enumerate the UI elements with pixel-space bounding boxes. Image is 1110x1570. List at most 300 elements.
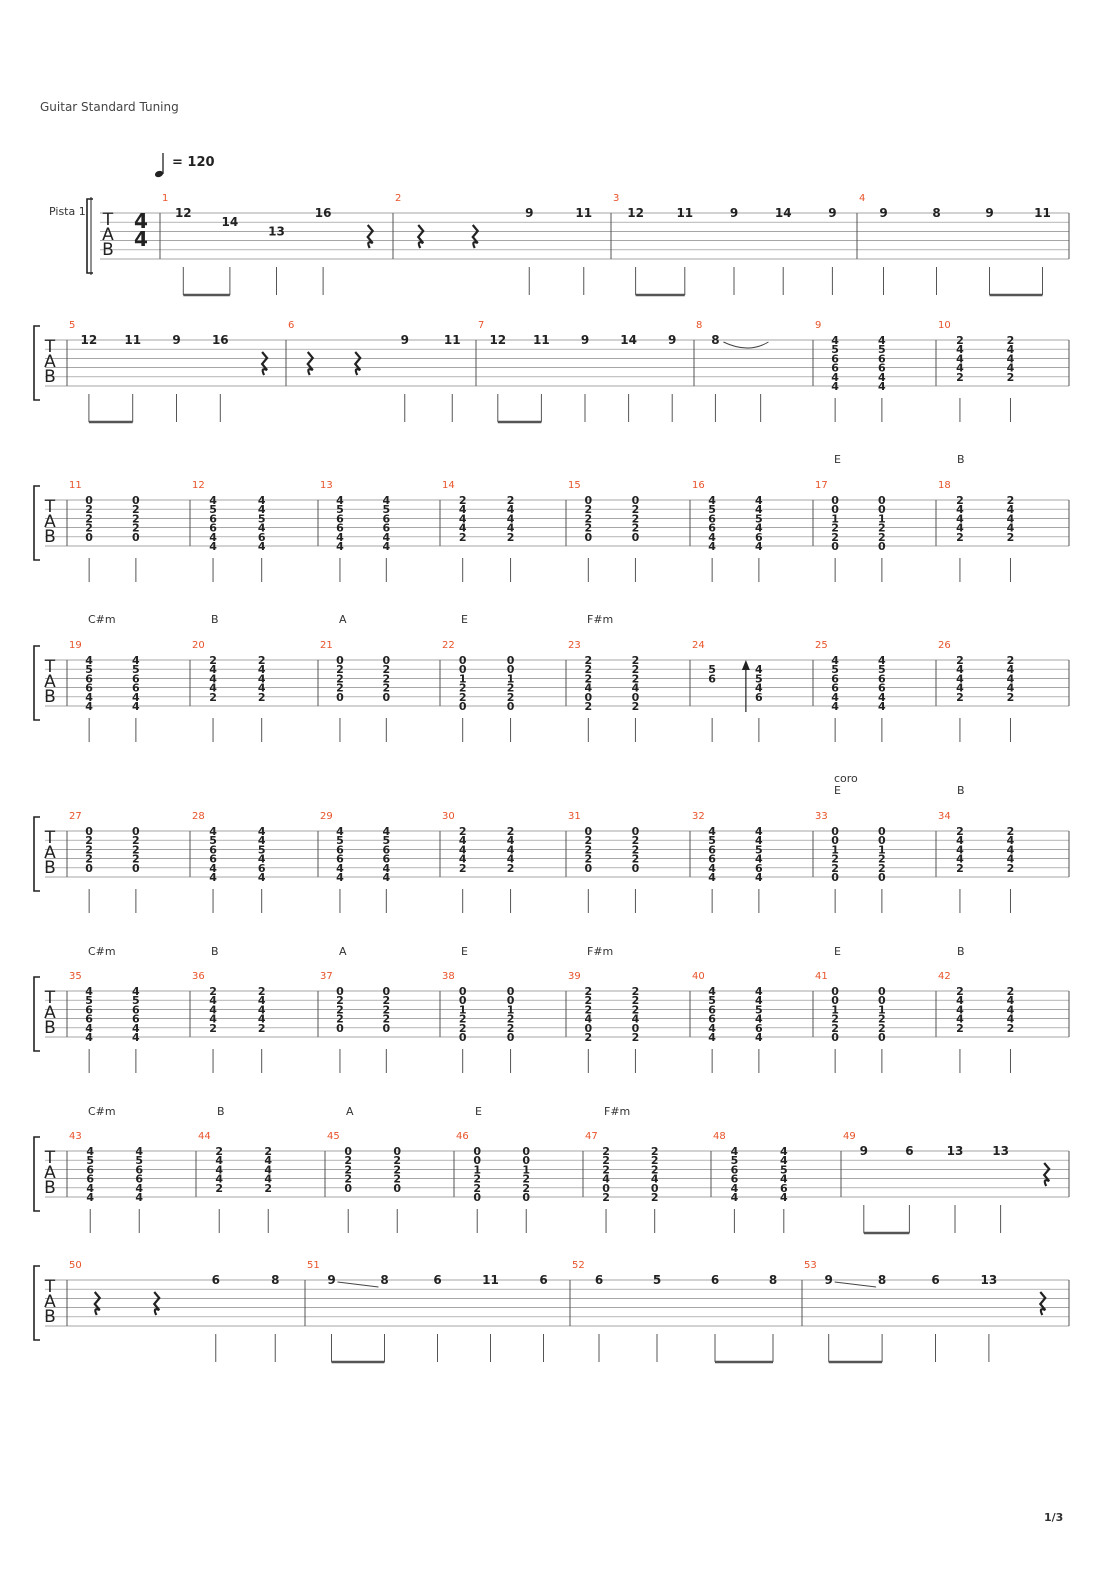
fret-number: 0 xyxy=(393,1181,402,1195)
tab-clef-letter: A xyxy=(44,512,56,532)
fret-number: 2 xyxy=(458,1021,467,1035)
fret-number: 4 xyxy=(264,1163,273,1177)
fret-number: 4 xyxy=(264,1172,273,1186)
fret-number: 4 xyxy=(755,852,763,866)
tab-clef-letter: A xyxy=(44,352,56,372)
fret-number: 0 xyxy=(878,1031,886,1044)
fret-number: 9 xyxy=(172,333,181,347)
fret-number: 11 xyxy=(676,206,694,220)
fret-number: 0 xyxy=(506,1031,515,1044)
fret-number: 2 xyxy=(473,1181,482,1195)
chord-name: B xyxy=(211,945,219,958)
fret-number: 5 xyxy=(382,503,391,517)
fret-number: 6 xyxy=(382,852,391,866)
fret-number: 2 xyxy=(631,834,640,848)
fret-number: 4 xyxy=(257,1012,266,1026)
tab-clef-letter: A xyxy=(44,1163,56,1183)
fret-number: 5 xyxy=(779,1163,788,1177)
measure-number: 22 xyxy=(442,640,455,651)
fret-number: 4 xyxy=(755,540,763,553)
fret-number: 2 xyxy=(215,1181,224,1195)
fret-number: 6 xyxy=(211,1273,220,1287)
fret-number: 4 xyxy=(708,825,716,838)
fret-number: 11 xyxy=(575,206,593,220)
fret-number: 5 xyxy=(708,834,716,848)
measure-number: 10 xyxy=(938,320,951,331)
fret-number: 0 xyxy=(473,1191,482,1204)
measure-number: 14 xyxy=(442,480,455,491)
fret-number: 4 xyxy=(650,1172,659,1186)
fret-number: 2 xyxy=(257,690,266,704)
measure-number: 9 xyxy=(815,320,822,331)
fret-number: 4 xyxy=(132,985,140,998)
fret-number: 4 xyxy=(956,352,964,366)
fret-number: 2 xyxy=(85,512,93,526)
fret-number: 0 xyxy=(631,1021,640,1035)
fret-number: 5 xyxy=(878,663,886,677)
fret-number: 2 xyxy=(1006,370,1015,384)
fret-number: 4 xyxy=(257,663,266,677)
fret-number: 2 xyxy=(1006,861,1015,875)
measure-number: 52 xyxy=(572,1260,585,1271)
fret-number: 2 xyxy=(956,690,964,704)
fret-number: 2 xyxy=(264,1145,273,1158)
measure-number: 21 xyxy=(320,640,333,651)
fret-number: 8 xyxy=(711,333,720,347)
quarter-rest xyxy=(473,225,478,248)
fret-number: 2 xyxy=(878,1012,886,1026)
tab-clef-letter: B xyxy=(44,858,56,878)
fret-number: 2 xyxy=(1006,825,1015,838)
fret-number: 2 xyxy=(631,503,640,517)
measure-number: 3 xyxy=(613,193,620,204)
fret-number: 4 xyxy=(956,994,964,1008)
quarter-rest xyxy=(1044,1163,1049,1186)
fret-number: 1 xyxy=(831,1003,839,1017)
chord-name: A xyxy=(339,613,347,626)
fret-number: 4 xyxy=(85,1031,93,1044)
fret-number: 2 xyxy=(344,1154,353,1168)
fret-number: 4 xyxy=(956,521,964,535)
fret-number: 6 xyxy=(336,521,344,535)
fret-number: 4 xyxy=(86,1191,95,1204)
tempo-value: = 120 xyxy=(172,155,215,170)
measure-number: 1 xyxy=(162,193,169,204)
fret-number: 5 xyxy=(382,834,391,848)
fret-number: 5 xyxy=(708,503,716,517)
fret-number: 2 xyxy=(631,521,640,535)
fret-number: 4 xyxy=(1006,681,1015,695)
fret-number: 4 xyxy=(215,1154,224,1168)
fret-number: 2 xyxy=(831,1012,839,1026)
fret-number: 4 xyxy=(86,1181,95,1195)
quarter-rest xyxy=(262,352,267,375)
fret-number: 4 xyxy=(264,1154,273,1168)
fret-number: 13 xyxy=(268,224,285,239)
fret-number: 4 xyxy=(708,530,716,544)
fret-number: 0 xyxy=(458,1031,467,1044)
fret-number: 0 xyxy=(631,494,640,507)
quarter-rest xyxy=(368,225,373,248)
fret-number: 6 xyxy=(132,1012,140,1026)
chord-name: B xyxy=(957,784,965,797)
fret-number: 0 xyxy=(458,994,467,1008)
fret-number: 4 xyxy=(831,700,839,713)
measure-number: 15 xyxy=(568,480,581,491)
fret-number: 4 xyxy=(257,834,266,848)
tuning-label: Guitar Standard Tuning xyxy=(40,100,179,114)
fret-number: 0 xyxy=(602,1181,610,1195)
chord-name: B xyxy=(211,613,219,626)
fret-number: 6 xyxy=(336,512,344,526)
fret-number: 2 xyxy=(506,681,515,695)
chord-name: E xyxy=(834,945,841,958)
fret-number: 2 xyxy=(209,1021,217,1035)
fret-number: 4 xyxy=(831,334,839,347)
fret-number: 11 xyxy=(482,1273,499,1287)
fret-number: 2 xyxy=(602,1145,610,1158)
fret-number: 0 xyxy=(85,861,93,875)
tab-clef-letter: B xyxy=(44,1178,56,1198)
quarter-rest xyxy=(355,352,360,375)
measure-number: 23 xyxy=(568,640,581,651)
fret-number: 2 xyxy=(85,852,93,866)
fret-number: 4 xyxy=(132,654,140,667)
fret-number: 1 xyxy=(878,512,886,526)
fret-number: 4 xyxy=(1006,843,1015,857)
fret-number: 0 xyxy=(584,530,593,544)
fret-number: 6 xyxy=(382,521,391,535)
fret-number: 2 xyxy=(584,1003,593,1017)
fret-number: 4 xyxy=(708,871,716,884)
fret-number: 0 xyxy=(132,530,140,544)
fret-number: 5 xyxy=(209,834,217,848)
fret-number: 0 xyxy=(85,825,93,838)
tab-clef-letter: T xyxy=(44,497,56,517)
fret-number: 4 xyxy=(956,672,964,686)
fret-number: 2 xyxy=(522,1181,531,1195)
measure-number: 26 xyxy=(938,640,951,651)
fret-number: 4 xyxy=(755,681,763,695)
fret-number: 2 xyxy=(1006,334,1015,347)
measure-number: 40 xyxy=(692,971,705,982)
fret-number: 2 xyxy=(956,825,964,838)
fret-number: 4 xyxy=(506,843,515,857)
fret-number: 5 xyxy=(132,663,140,677)
fret-number: 0 xyxy=(458,654,467,667)
fret-number: 0 xyxy=(878,825,886,838)
fret-number: 0 xyxy=(584,861,593,875)
fret-number: 2 xyxy=(458,494,467,507)
system-bracket xyxy=(34,486,40,560)
fret-number: 8 xyxy=(380,1273,389,1287)
fret-number: 4 xyxy=(382,871,391,884)
fret-number: 5 xyxy=(730,1154,739,1168)
measure-number: 30 xyxy=(442,811,455,822)
time-signature: 4 xyxy=(134,227,148,251)
fret-number: 6 xyxy=(831,352,839,366)
tab-clef-letter: T xyxy=(44,828,56,848)
fret-number: 4 xyxy=(755,1012,763,1026)
fret-number: 4 xyxy=(506,503,515,517)
fret-number: 9 xyxy=(859,1144,868,1158)
fret-number: 2 xyxy=(132,843,140,857)
fret-number: 4 xyxy=(730,1145,739,1158)
fret-number: 0 xyxy=(506,663,515,677)
measure-number: 29 xyxy=(320,811,333,822)
fret-number: 2 xyxy=(956,530,964,544)
fret-number: 2 xyxy=(584,512,593,526)
fret-number: 4 xyxy=(257,672,266,686)
fret-number: 6 xyxy=(878,352,886,366)
fret-number: 5 xyxy=(336,503,344,517)
measure-number: 28 xyxy=(192,811,205,822)
fret-number: 2 xyxy=(602,1154,610,1168)
fret-number: 0 xyxy=(584,494,593,507)
fret-number: 0 xyxy=(522,1191,531,1204)
fret-number: 8 xyxy=(768,1273,778,1287)
fret-number: 2 xyxy=(458,530,467,544)
measure-number: 2 xyxy=(395,193,402,204)
fret-number: 4 xyxy=(584,1012,593,1026)
tab-clef-letter: T xyxy=(102,210,114,230)
fret-number: 2 xyxy=(209,654,217,667)
fret-number: 4 xyxy=(382,861,391,875)
chord-name: E xyxy=(834,453,841,466)
fret-number: 2 xyxy=(1006,494,1015,507)
fret-number: 0 xyxy=(336,985,344,998)
measure-number: 25 xyxy=(815,640,828,651)
fret-number: 6 xyxy=(85,681,93,695)
tab-clef-letter: A xyxy=(102,225,114,245)
fret-number: 2 xyxy=(382,1003,391,1017)
system-bracket xyxy=(34,1137,40,1211)
fret-number: 0 xyxy=(336,654,344,667)
measure-number: 24 xyxy=(692,640,705,651)
fret-number: 6 xyxy=(905,1144,914,1158)
fret-number: 5 xyxy=(132,994,140,1008)
fret-number: 5 xyxy=(652,1273,662,1287)
fret-number: 2 xyxy=(506,530,515,544)
fret-number: 12 xyxy=(489,333,507,347)
fret-number: 4 xyxy=(956,361,964,375)
tab-clef-letter: A xyxy=(44,1003,56,1023)
fret-number: 0 xyxy=(831,825,839,838)
fret-number: 6 xyxy=(336,843,344,857)
fret-number: 2 xyxy=(831,1021,839,1035)
measure-number: 43 xyxy=(69,1131,82,1142)
fret-number: 4 xyxy=(956,1003,964,1017)
quarter-rest xyxy=(154,1292,159,1315)
fret-number: 2 xyxy=(631,663,640,677)
fret-number: 4 xyxy=(209,1003,217,1017)
fret-number: 2 xyxy=(878,521,886,535)
fret-number: 8 xyxy=(271,1273,280,1287)
fret-number: 2 xyxy=(264,1181,273,1195)
fret-number: 4 xyxy=(336,540,344,553)
fret-number: 4 xyxy=(215,1163,224,1177)
fret-number: 9 xyxy=(327,1273,336,1287)
fret-number: 0 xyxy=(878,503,886,517)
fret-number: 4 xyxy=(755,503,763,517)
fret-number: 4 xyxy=(755,521,763,535)
fret-number: 4 xyxy=(257,852,266,866)
fret-number: 4 xyxy=(132,700,140,713)
fret-number: 2 xyxy=(631,985,640,998)
fret-number: 4 xyxy=(85,654,93,667)
measure-number: 36 xyxy=(192,971,205,982)
fret-number: 2 xyxy=(831,861,839,875)
fret-number: 2 xyxy=(336,1012,344,1026)
fret-number: 0 xyxy=(878,834,886,848)
fret-number: 0 xyxy=(132,494,140,507)
fret-number: 4 xyxy=(506,512,515,526)
fret-number: 2 xyxy=(506,861,515,875)
tab-clef-letter: T xyxy=(44,988,56,1008)
fret-number: 4 xyxy=(708,861,716,875)
measure-number: 51 xyxy=(307,1260,320,1271)
fret-number: 4 xyxy=(708,494,716,507)
fret-number: 2 xyxy=(584,672,593,686)
fret-number: 4 xyxy=(458,521,467,535)
fret-number: 13 xyxy=(946,1144,964,1158)
fret-number: 4 xyxy=(878,654,886,667)
fret-number: 0 xyxy=(458,663,467,677)
fret-number: 6 xyxy=(135,1163,144,1177)
fret-number: 0 xyxy=(393,1145,402,1158)
fret-number: 2 xyxy=(336,663,344,677)
fret-number: 0 xyxy=(831,994,839,1008)
measure-number: 4 xyxy=(859,193,866,204)
fret-number: 0 xyxy=(522,1154,531,1168)
fret-number: 1 xyxy=(458,672,467,686)
fret-number: 0 xyxy=(473,1154,482,1168)
fret-number: 4 xyxy=(135,1191,144,1204)
fret-number: 6 xyxy=(132,1003,140,1017)
fret-number: 2 xyxy=(1006,985,1015,998)
fret-number: 0 xyxy=(631,690,640,704)
fret-number: 11 xyxy=(1034,206,1051,220)
fret-number: 5 xyxy=(708,994,716,1008)
fret-number: 2 xyxy=(132,852,140,866)
fret-number: 2 xyxy=(650,1163,659,1177)
fret-number: 5 xyxy=(257,512,266,526)
fret-number: 4 xyxy=(382,825,391,838)
fret-number: 4 xyxy=(336,871,344,884)
fret-number: 2 xyxy=(631,843,640,857)
fret-number: 4 xyxy=(382,530,391,544)
fret-number: 11 xyxy=(443,333,461,347)
measure-number: 50 xyxy=(69,1260,82,1271)
fret-number: 6 xyxy=(86,1172,95,1186)
fret-number: 2 xyxy=(584,700,593,713)
fret-number: 5 xyxy=(755,843,763,857)
fret-number: 2 xyxy=(1006,690,1015,704)
fret-number: 2 xyxy=(257,1021,266,1035)
fret-number: 4 xyxy=(878,370,886,384)
fret-number: 6 xyxy=(708,521,716,535)
fret-number: 1 xyxy=(878,843,886,857)
fret-number: 2 xyxy=(631,1003,640,1017)
fret-number: 6 xyxy=(85,1003,93,1017)
fret-number: 9 xyxy=(824,1273,833,1287)
fret-number: 4 xyxy=(1006,663,1015,677)
fret-number: 9 xyxy=(828,206,837,220)
fret-number: 4 xyxy=(755,1031,763,1044)
fret-number: 4 xyxy=(209,861,217,875)
fret-number: 4 xyxy=(209,825,217,838)
track-name: Pista 1 xyxy=(49,205,86,218)
fret-number: 0 xyxy=(650,1181,659,1195)
fret-number: 4 xyxy=(257,494,266,507)
fret-number: 2 xyxy=(584,521,593,535)
fret-number: 4 xyxy=(956,852,964,866)
fret-number: 4 xyxy=(85,1021,93,1035)
fret-number: 6 xyxy=(878,672,886,686)
fret-number: 2 xyxy=(257,985,266,998)
fret-number: 0 xyxy=(584,825,593,838)
measure-number: 35 xyxy=(69,971,82,982)
fret-number: 9 xyxy=(580,333,590,347)
fret-number: 4 xyxy=(956,834,964,848)
fret-number: 2 xyxy=(584,663,593,677)
fret-number: 5 xyxy=(708,663,716,677)
fret-number: 12 xyxy=(80,333,98,347)
fret-number: 2 xyxy=(631,1031,640,1044)
fret-number: 0 xyxy=(831,494,839,507)
fret-number: 0 xyxy=(344,1145,353,1158)
measure-number: 44 xyxy=(198,1131,211,1142)
fret-number: 6 xyxy=(539,1273,548,1287)
fret-number: 2 xyxy=(584,852,593,866)
fret-number: 4 xyxy=(506,834,515,848)
fret-number: 4 xyxy=(878,380,886,393)
fret-number: 4 xyxy=(878,690,886,704)
fret-number: 8 xyxy=(877,1273,887,1287)
fret-number: 6 xyxy=(755,1021,763,1035)
fret-number: 6 xyxy=(209,512,217,526)
chord-name: E xyxy=(461,945,468,958)
fret-number: 0 xyxy=(344,1181,353,1195)
fret-number: 2 xyxy=(1006,654,1015,667)
fret-number: 2 xyxy=(85,834,93,848)
fret-number: 5 xyxy=(878,343,886,357)
fret-number: 4 xyxy=(458,503,467,517)
fret-number: 4 xyxy=(755,871,763,884)
system-bracket xyxy=(34,646,40,720)
fret-number: 2 xyxy=(878,530,886,544)
fret-number: 4 xyxy=(209,663,217,677)
measure-number: 18 xyxy=(938,480,951,491)
measure-number: 53 xyxy=(804,1260,817,1271)
fret-number: 9 xyxy=(985,206,994,220)
fret-number: 6 xyxy=(433,1273,442,1287)
fret-number: 2 xyxy=(878,852,886,866)
fret-number: 0 xyxy=(85,494,93,507)
fret-number: 0 xyxy=(506,985,515,998)
fret-number: 4 xyxy=(336,861,344,875)
fret-number: 2 xyxy=(506,1012,515,1026)
fret-number: 2 xyxy=(584,1031,593,1044)
fret-number: 5 xyxy=(755,672,763,686)
fret-number: 2 xyxy=(85,503,93,517)
fret-number: 1 xyxy=(831,512,839,526)
fret-number: 0 xyxy=(878,540,886,553)
fret-number: 12 xyxy=(627,206,644,220)
measure-number: 7 xyxy=(478,320,485,331)
fret-number: 4 xyxy=(132,690,140,704)
fret-number: 8 xyxy=(932,206,941,220)
